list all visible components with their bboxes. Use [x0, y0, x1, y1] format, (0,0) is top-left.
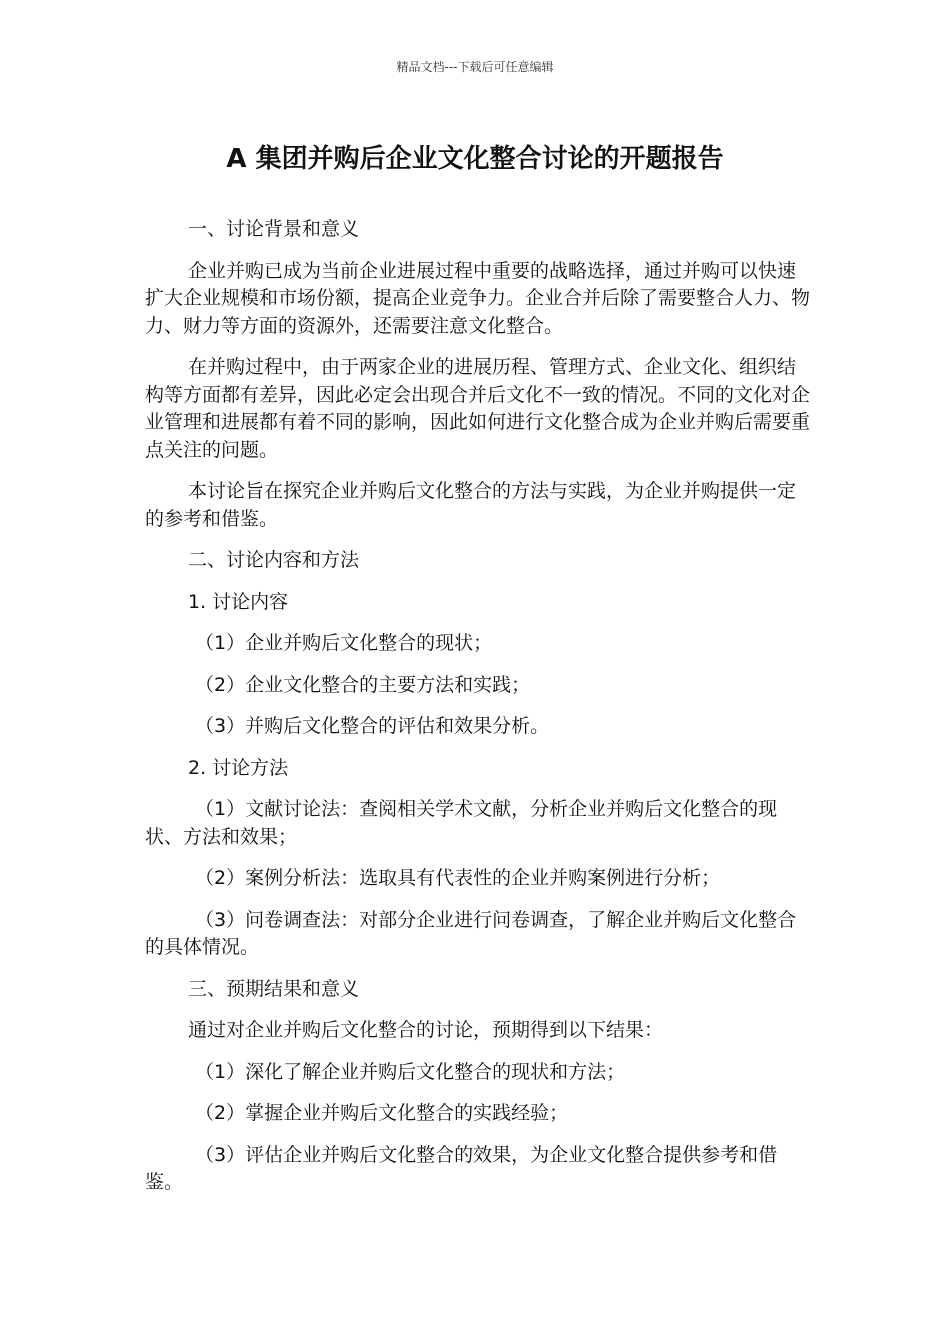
- section-heading-background: 一、讨论背景和意义: [188, 218, 360, 240]
- body-paragraph: 企业并购已成为当前企业进展过程中重要的战略选择，通过并购可以快速扩大企业规模和市场份额，提高企业竞争力。企业合并后除了需要整合人力、物力、财力等方面的资源外，还需要注意文化整合。: [145, 259, 811, 337]
- body-paragraph: 通过对企业并购后文化整合的讨论，预期得到以下结果：: [188, 1019, 664, 1041]
- document-title: A 集团并购后企业文化整合讨论的开题报告: [226, 144, 724, 174]
- document-body: [145, 216, 810, 1211]
- list-item: （3）评估企业并购后文化整合的效果，为企业文化整合提供参考和借鉴。: [145, 1143, 778, 1193]
- section-heading-expected-results: 三、预期结果和意义: [188, 977, 360, 1000]
- subheading-methods: 2. 讨论方法: [188, 756, 289, 779]
- list-item: （1）深化了解企业并购后文化整合的现状和方法；: [195, 1060, 626, 1083]
- list-item: （2）掌握企业并购后文化整合的实践经验；: [195, 1102, 569, 1124]
- list-item: （2）企业文化整合的主要方法和实践；: [195, 673, 531, 696]
- list-item: （2）案例分析法：选取具有代表性的企业并购案例进行分析；: [195, 867, 721, 889]
- body-paragraph: 在并购过程中，由于两家企业的进展历程、管理方式、企业文化、组织结构等方面都有差异，因此必定会出现合并后文化不一致的情况。不同的文化对企业管理和进展都有着不同的影响，因此如何进行文化整合成为企业并购后需要重点关注的问题。: [145, 356, 811, 461]
- list-item: （3）并购后文化整合的评估和效果分析。: [195, 715, 550, 737]
- header-note: 精品文档---下载后可任意编辑: [396, 60, 554, 74]
- body-paragraph: 本讨论旨在探究企业并购后文化整合的方法与实践，为企业并购提供一定的参考和借鉴。: [145, 480, 797, 530]
- subheading-content: 1. 讨论内容: [188, 590, 289, 613]
- section-heading-content-methods: 二、讨论内容和方法: [188, 549, 360, 571]
- list-item: （3）问卷调查法：对部分企业进行问卷调查，了解企业并购后文化整合的具体情况。: [145, 908, 797, 958]
- list-item: （1）企业并购后文化整合的现状；: [195, 632, 493, 654]
- list-item: （1）文献讨论法：查阅相关学术文献，分析企业并购后文化整合的现状、方法和效果；: [145, 798, 778, 848]
